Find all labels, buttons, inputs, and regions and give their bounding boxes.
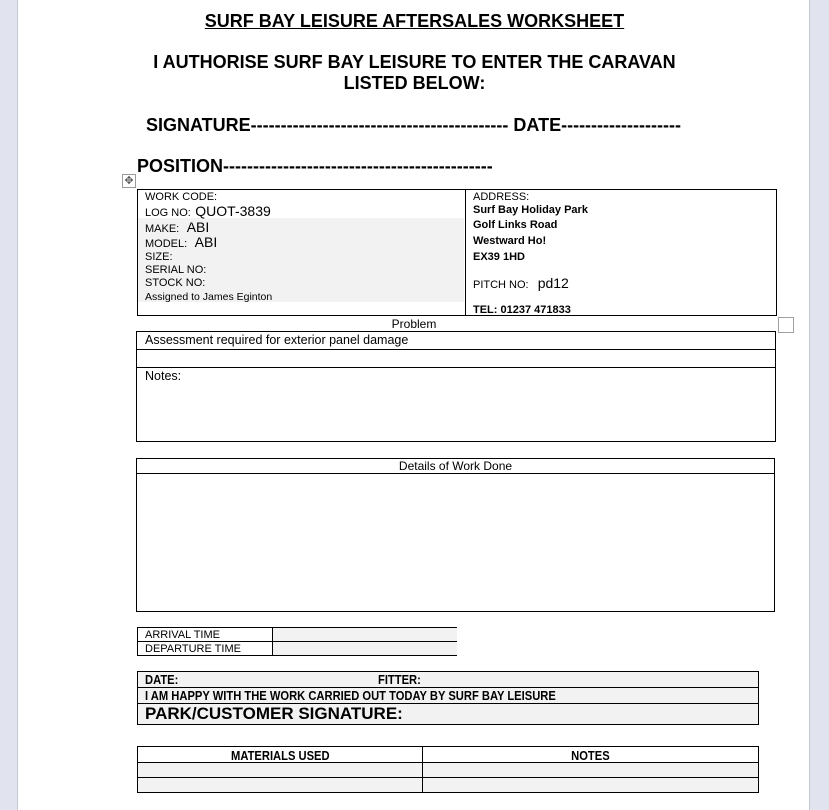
position-line[interactable]: POSITION--------------------------------------------- (137, 156, 493, 176)
fitter-label: FITTER: (378, 672, 421, 687)
materials-row-2-notes[interactable] (423, 778, 758, 792)
make-value: ABI (186, 219, 210, 235)
address-line-2: Golf Links Road (473, 219, 558, 231)
signoff-date-label: DATE: (145, 672, 179, 687)
signoff-table (137, 671, 759, 725)
customer-signature-row[interactable] (138, 704, 758, 724)
arrival-row (138, 628, 456, 642)
telephone: TEL: 01237 471833 (473, 304, 571, 316)
log-no-label: LOG NO: (145, 207, 191, 219)
size-label: SIZE: (145, 251, 173, 263)
assigned-to: Assigned to James Eginton (145, 291, 273, 303)
stock-no-label: STOCK NO: (145, 277, 206, 289)
materials-header-notes (423, 747, 758, 763)
table-resize-handle[interactable] (778, 317, 794, 333)
table-move-handle-icon[interactable]: ✥ (122, 174, 136, 188)
address-label: ADDRESS: (473, 191, 530, 203)
caravan-info-table (137, 189, 777, 316)
problem-extra-cell[interactable] (137, 350, 775, 368)
authorisation-statement (0, 52, 829, 94)
worksheet-title: SURF BAY LEISURE AFTERSALES WORKSHEET (204, 11, 625, 31)
log-no-value: QUOT-3839 (195, 203, 271, 219)
customer-signature-label: PARK/CUSTOMER SIGNATURE: (145, 704, 403, 723)
problem-heading: Problem (391, 317, 437, 331)
caravan-details-cell[interactable] (138, 190, 466, 315)
make-label: MAKE: (145, 223, 180, 235)
materials-header-materials (138, 747, 423, 763)
signature-date-line[interactable]: SIGNATURE------------------------------------------- DATE-------------------- (146, 115, 681, 135)
problem-table (136, 331, 776, 442)
problem-description: Assessment required for exterior panel damage (145, 333, 409, 347)
problem-description-cell[interactable] (137, 332, 775, 350)
address-line-1: Surf Bay Holiday Park (473, 204, 588, 216)
materials-row-1-material[interactable] (138, 763, 423, 778)
authorisation-line-1: I AUTHORISE SURF BAY LEISURE TO ENTER THE CARAVAN (153, 52, 676, 72)
notes-header-label: NOTES (571, 748, 610, 763)
departure-time-input[interactable] (272, 642, 457, 655)
address-line-3: Westward Ho! (473, 235, 547, 247)
satisfaction-row (138, 688, 758, 704)
notes-cell[interactable] (137, 368, 775, 441)
pitch-no-field (473, 275, 569, 291)
arrival-time-label: ARRIVAL TIME (145, 629, 220, 641)
materials-row-2-material[interactable] (138, 778, 423, 792)
work-done-table (136, 458, 775, 612)
work-code-label: WORK CODE: (145, 191, 218, 203)
model-label: MODEL: (145, 238, 188, 250)
materials-table (137, 746, 759, 793)
satisfaction-statement: I AM HAPPY WITH THE WORK CARRIED OUT TODAY BY SURF BAY LEISURE (145, 688, 556, 703)
departure-row (138, 642, 456, 655)
authorisation-line-2: LISTED BELOW: (343, 73, 486, 93)
times-table (137, 627, 457, 656)
materials-row-1-notes[interactable] (423, 763, 758, 778)
model-value: ABI (194, 234, 218, 250)
departure-time-label: DEPARTURE TIME (145, 643, 241, 655)
date-fitter-row[interactable] (138, 672, 758, 688)
pitch-no-value: pd12 (537, 275, 569, 291)
address-postcode: EX39 1HD (473, 251, 525, 263)
notes-label: Notes: (145, 369, 182, 383)
serial-no-label: SERIAL NO: (145, 264, 207, 276)
materials-used-label: MATERIALS USED (230, 748, 330, 763)
model-field (145, 234, 217, 252)
work-done-cell[interactable] (137, 474, 774, 611)
work-done-heading: Details of Work Done (137, 459, 774, 474)
address-cell[interactable] (466, 190, 776, 315)
pitch-no-label: PITCH NO: (473, 279, 529, 291)
arrival-time-input[interactable] (272, 628, 457, 641)
